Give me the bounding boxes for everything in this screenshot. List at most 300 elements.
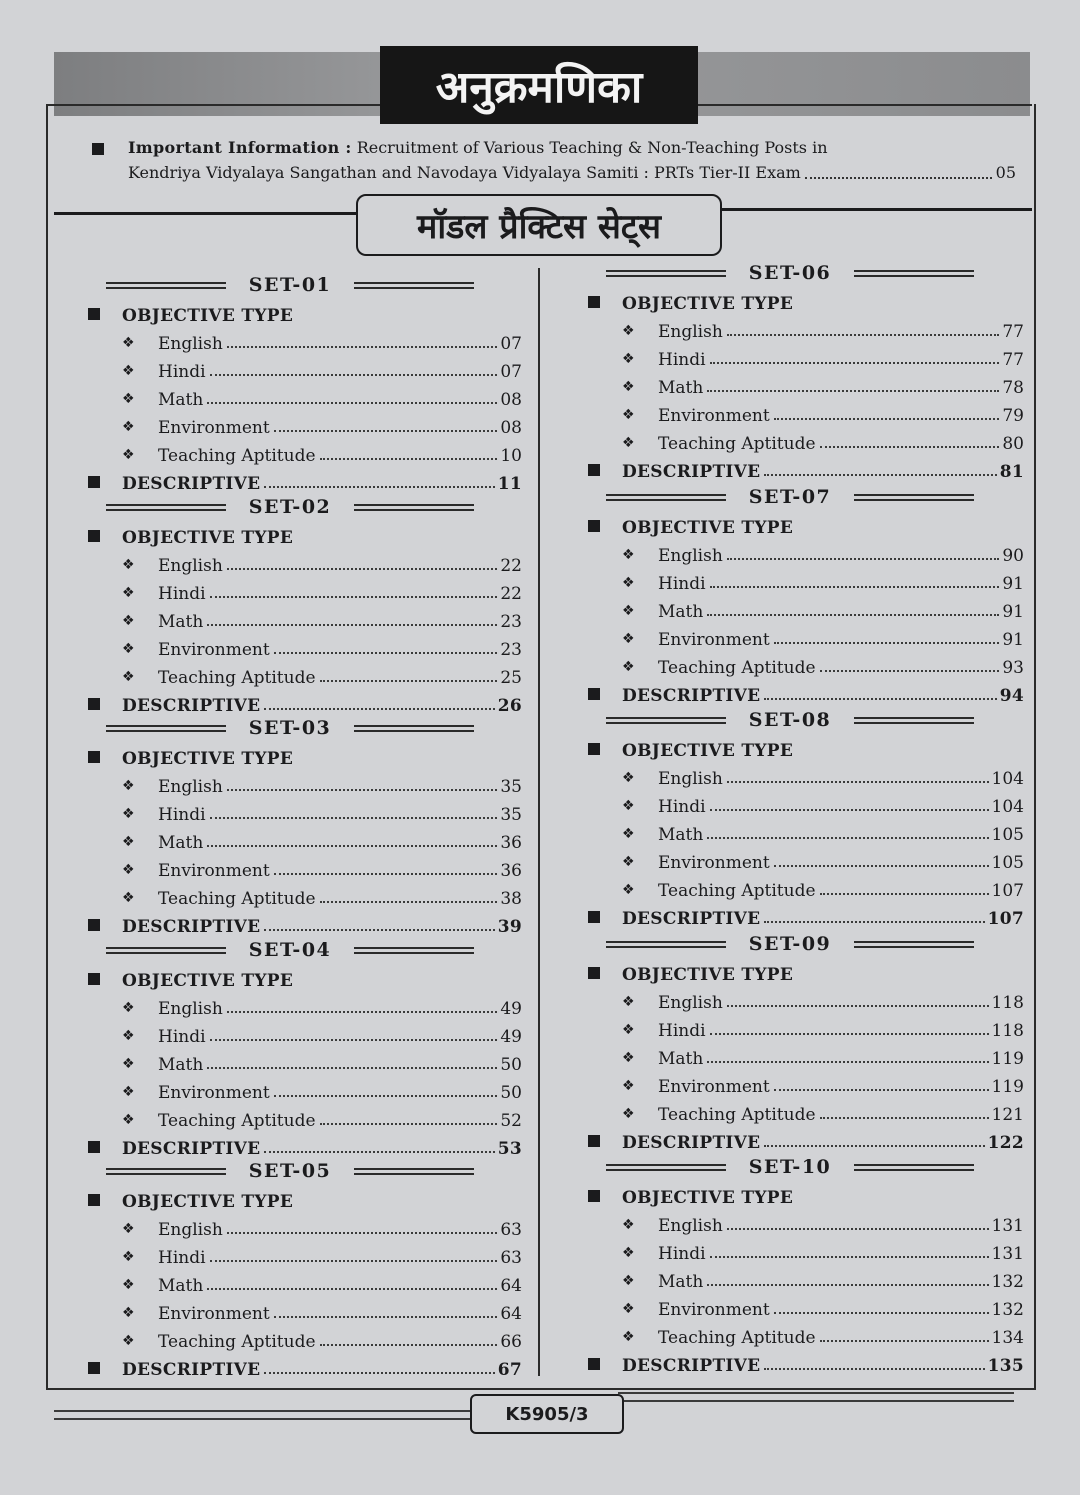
diamond-bullet-icon: ❖ bbox=[622, 1078, 635, 1094]
heading-rule bbox=[854, 941, 974, 948]
entry-page: 22 bbox=[500, 556, 522, 576]
diamond-bullet-icon: ❖ bbox=[122, 1333, 135, 1349]
descriptive-entry bbox=[622, 901, 1024, 929]
toc-entry bbox=[158, 1268, 522, 1296]
dot-leader bbox=[727, 558, 1000, 560]
entry-label: Teaching Aptitude bbox=[158, 1332, 316, 1352]
entry-label: Teaching Aptitude bbox=[658, 881, 816, 901]
dot-leader bbox=[207, 1288, 497, 1290]
entry-label: Environment bbox=[658, 406, 770, 426]
diamond-bullet-icon: ❖ bbox=[122, 585, 135, 601]
dot-leader bbox=[227, 1232, 498, 1234]
toc-entry bbox=[658, 1069, 1024, 1097]
diamond-bullet-icon: ❖ bbox=[122, 557, 135, 573]
entry-page: 131 bbox=[991, 1216, 1024, 1236]
entry-label: Math bbox=[158, 1055, 204, 1075]
entry-label: Environment bbox=[158, 1083, 270, 1103]
diamond-bullet-icon: ❖ bbox=[122, 391, 135, 407]
diamond-bullet-icon: ❖ bbox=[622, 798, 635, 814]
diamond-bullet-icon: ❖ bbox=[622, 435, 635, 451]
dot-leader bbox=[264, 1372, 494, 1374]
diamond-bullet-icon: ❖ bbox=[122, 641, 135, 657]
square-bullet-icon bbox=[588, 967, 600, 979]
descriptive-page: 26 bbox=[497, 696, 522, 716]
section-rule bbox=[54, 212, 358, 215]
entry-page: 77 bbox=[1002, 322, 1024, 342]
entry-page: 63 bbox=[500, 1248, 522, 1268]
entry-label: English bbox=[158, 777, 223, 797]
dot-leader bbox=[820, 670, 1000, 672]
footer-rule bbox=[54, 1418, 472, 1420]
square-bullet-icon bbox=[88, 919, 100, 931]
objective-label: OBJECTIVE TYPE bbox=[122, 971, 294, 991]
frame-top-rule bbox=[46, 104, 380, 106]
dot-leader bbox=[320, 680, 498, 682]
toc-entry bbox=[658, 314, 1024, 342]
square-bullet-icon bbox=[588, 1358, 600, 1370]
diamond-bullet-icon: ❖ bbox=[622, 770, 635, 786]
dot-leader bbox=[274, 652, 498, 654]
diamond-bullet-icon: ❖ bbox=[122, 1112, 135, 1128]
descriptive-entry bbox=[122, 1131, 522, 1159]
descriptive-entry bbox=[622, 454, 1024, 482]
entry-label: English bbox=[658, 993, 723, 1013]
dot-leader bbox=[820, 446, 1000, 448]
footer-rule bbox=[618, 1400, 1014, 1402]
objective-label: OBJECTIVE TYPE bbox=[122, 749, 294, 769]
dot-leader bbox=[210, 596, 498, 598]
diamond-bullet-icon: ❖ bbox=[622, 1217, 635, 1233]
set-title: SET-08 bbox=[748, 709, 832, 731]
entry-page: 08 bbox=[500, 390, 522, 410]
descriptive-entry bbox=[622, 1125, 1024, 1153]
heading-rule bbox=[854, 270, 974, 277]
set-heading bbox=[606, 1152, 974, 1182]
entry-page: 07 bbox=[500, 362, 522, 382]
set-title: SET-04 bbox=[248, 939, 332, 961]
square-bullet-icon bbox=[88, 698, 100, 710]
toc-entry bbox=[658, 1013, 1024, 1041]
dot-leader bbox=[320, 458, 498, 460]
diamond-bullet-icon: ❖ bbox=[622, 854, 635, 870]
toc-entry bbox=[658, 538, 1024, 566]
entry-label: Environment bbox=[158, 1304, 270, 1324]
toc-entry bbox=[658, 817, 1024, 845]
descriptive-page: 122 bbox=[987, 1133, 1024, 1153]
entry-label: Hindi bbox=[658, 350, 706, 370]
dot-leader bbox=[227, 568, 498, 570]
entry-label: Math bbox=[658, 602, 704, 622]
square-bullet-icon bbox=[88, 476, 100, 488]
toc-entry bbox=[158, 1324, 522, 1352]
entry-label: Math bbox=[658, 825, 704, 845]
dot-leader bbox=[727, 334, 1000, 336]
descriptive-label: DESCRIPTIVE bbox=[622, 1356, 761, 1376]
entry-page: 50 bbox=[500, 1055, 522, 1075]
descriptive-entry bbox=[622, 678, 1024, 706]
dot-leader bbox=[274, 1316, 498, 1318]
toc-entry bbox=[658, 1041, 1024, 1069]
entry-label: Hindi bbox=[158, 362, 206, 382]
dot-leader bbox=[710, 1033, 989, 1035]
set-heading bbox=[106, 935, 474, 965]
entry-page: 119 bbox=[991, 1077, 1024, 1097]
entry-page: 134 bbox=[991, 1328, 1024, 1348]
entry-label: Math bbox=[158, 390, 204, 410]
page-title: अनुक्रमणिका bbox=[380, 46, 698, 124]
square-bullet-icon bbox=[588, 911, 600, 923]
entry-label: Teaching Aptitude bbox=[158, 446, 316, 466]
entry-page: 105 bbox=[991, 825, 1024, 845]
square-bullet-icon bbox=[88, 751, 100, 763]
entry-label: Teaching Aptitude bbox=[658, 434, 816, 454]
entry-label: Math bbox=[658, 1049, 704, 1069]
entry-page: 49 bbox=[500, 1027, 522, 1047]
diamond-bullet-icon: ❖ bbox=[122, 1305, 135, 1321]
diamond-bullet-icon: ❖ bbox=[622, 994, 635, 1010]
toc-entry bbox=[158, 1075, 522, 1103]
objective-heading bbox=[122, 520, 293, 548]
descriptive-page: 53 bbox=[497, 1139, 522, 1159]
toc-entry bbox=[158, 881, 522, 909]
entry-label: Math bbox=[658, 1272, 704, 1292]
entry-page: 131 bbox=[991, 1244, 1024, 1264]
toc-entry bbox=[158, 1212, 522, 1240]
descriptive-label: DESCRIPTIVE bbox=[122, 1139, 261, 1159]
descriptive-page: 107 bbox=[987, 909, 1024, 929]
heading-rule bbox=[854, 494, 974, 501]
heading-rule bbox=[106, 1168, 226, 1175]
dot-leader bbox=[227, 346, 498, 348]
square-bullet-icon bbox=[88, 308, 100, 320]
entry-page: 35 bbox=[500, 777, 522, 797]
heading-rule bbox=[606, 717, 726, 724]
toc-entry bbox=[658, 1208, 1024, 1236]
dot-leader bbox=[227, 1011, 498, 1013]
diamond-bullet-icon: ❖ bbox=[622, 1106, 635, 1122]
objective-heading bbox=[122, 963, 293, 991]
dot-leader bbox=[264, 929, 494, 931]
heading-rule bbox=[106, 504, 226, 511]
info-line-1 bbox=[128, 136, 828, 160]
heading-rule bbox=[606, 494, 726, 501]
entry-label: English bbox=[158, 999, 223, 1019]
heading-rule bbox=[854, 717, 974, 724]
set-title: SET-01 bbox=[248, 274, 332, 296]
objective-heading bbox=[622, 510, 793, 538]
objective-label: OBJECTIVE TYPE bbox=[622, 965, 794, 985]
entry-page: 132 bbox=[991, 1300, 1024, 1320]
toc-entry bbox=[158, 326, 522, 354]
objective-heading bbox=[122, 741, 293, 769]
entry-page: 91 bbox=[1002, 602, 1024, 622]
descriptive-page: 94 bbox=[999, 686, 1024, 706]
dot-leader bbox=[764, 474, 996, 476]
descriptive-page: 67 bbox=[497, 1360, 522, 1380]
entry-label: English bbox=[658, 769, 723, 789]
objective-label: OBJECTIVE TYPE bbox=[122, 1192, 294, 1212]
entry-label: Environment bbox=[158, 861, 270, 881]
heading-rule bbox=[606, 1164, 726, 1171]
entry-page: 36 bbox=[500, 861, 522, 881]
entry-page: 93 bbox=[1002, 658, 1024, 678]
toc-entry bbox=[658, 1236, 1024, 1264]
toc-entry bbox=[658, 1097, 1024, 1125]
dot-leader bbox=[820, 1340, 989, 1342]
descriptive-label: DESCRIPTIVE bbox=[122, 474, 261, 494]
toc-entry bbox=[658, 594, 1024, 622]
dot-leader bbox=[320, 1344, 498, 1346]
dot-leader bbox=[774, 418, 1000, 420]
info-text-2: Kendriya Vidyalaya Sangathan and Navodaya Vidyalaya Samiti : PRTs Tier-II Exam bbox=[128, 163, 801, 182]
dot-leader bbox=[227, 789, 498, 791]
square-bullet-icon bbox=[88, 1141, 100, 1153]
dot-leader bbox=[210, 817, 498, 819]
toc-entry bbox=[658, 622, 1024, 650]
set-heading bbox=[106, 492, 474, 522]
dot-leader bbox=[207, 402, 497, 404]
entry-page: 63 bbox=[500, 1220, 522, 1240]
toc-entry bbox=[158, 604, 522, 632]
set-heading bbox=[106, 1156, 474, 1186]
descriptive-entry bbox=[122, 1352, 522, 1380]
descriptive-entry bbox=[122, 688, 522, 716]
diamond-bullet-icon: ❖ bbox=[122, 363, 135, 379]
objective-label: OBJECTIVE TYPE bbox=[122, 528, 294, 548]
toc-entry bbox=[658, 985, 1024, 1013]
entry-page: 35 bbox=[500, 805, 522, 825]
toc-entry bbox=[158, 825, 522, 853]
entry-label: Hindi bbox=[158, 584, 206, 604]
entry-label: Environment bbox=[158, 640, 270, 660]
frame-top-rule bbox=[698, 104, 1032, 106]
footer-rule bbox=[54, 1410, 472, 1412]
toc-entry bbox=[158, 438, 522, 466]
toc-entry bbox=[158, 853, 522, 881]
entry-page: 132 bbox=[991, 1272, 1024, 1292]
dot-leader bbox=[210, 1039, 498, 1041]
dot-leader bbox=[710, 1256, 989, 1258]
entry-page: 64 bbox=[500, 1276, 522, 1296]
entry-label: Math bbox=[158, 1276, 204, 1296]
entry-page: 80 bbox=[1002, 434, 1024, 454]
objective-heading bbox=[122, 1184, 293, 1212]
objective-heading bbox=[122, 298, 293, 326]
entry-label: Environment bbox=[658, 1300, 770, 1320]
dot-leader bbox=[764, 1145, 984, 1147]
diamond-bullet-icon: ❖ bbox=[122, 1249, 135, 1265]
heading-rule bbox=[354, 504, 474, 511]
toc-entry bbox=[158, 1047, 522, 1075]
dot-leader bbox=[207, 845, 497, 847]
objective-heading bbox=[622, 286, 793, 314]
entry-label: Hindi bbox=[158, 1027, 206, 1047]
entry-page: 91 bbox=[1002, 630, 1024, 650]
dot-leader bbox=[707, 614, 999, 616]
set-heading bbox=[106, 270, 474, 300]
dot-leader bbox=[210, 374, 498, 376]
descriptive-entry bbox=[122, 909, 522, 937]
descriptive-entry bbox=[122, 466, 522, 494]
diamond-bullet-icon: ❖ bbox=[622, 407, 635, 423]
entry-label: Environment bbox=[158, 418, 270, 438]
dot-leader bbox=[207, 624, 497, 626]
dot-leader bbox=[820, 1117, 989, 1119]
diamond-bullet-icon: ❖ bbox=[122, 335, 135, 351]
dot-leader bbox=[820, 893, 989, 895]
diamond-bullet-icon: ❖ bbox=[122, 862, 135, 878]
dot-leader bbox=[710, 362, 1000, 364]
dot-leader bbox=[274, 430, 498, 432]
entry-label: Teaching Aptitude bbox=[658, 1105, 816, 1125]
entry-page: 118 bbox=[991, 1021, 1024, 1041]
entry-page: 64 bbox=[500, 1304, 522, 1324]
diamond-bullet-icon: ❖ bbox=[122, 1277, 135, 1293]
descriptive-label: DESCRIPTIVE bbox=[122, 1360, 261, 1380]
diamond-bullet-icon: ❖ bbox=[622, 603, 635, 619]
info-label: Important Information : bbox=[128, 138, 352, 157]
descriptive-label: DESCRIPTIVE bbox=[122, 917, 261, 937]
toc-entry bbox=[158, 1296, 522, 1324]
entry-label: Teaching Aptitude bbox=[158, 668, 316, 688]
dot-leader bbox=[320, 1123, 498, 1125]
dot-leader bbox=[774, 642, 1000, 644]
dot-leader bbox=[764, 698, 996, 700]
objective-label: OBJECTIVE TYPE bbox=[622, 518, 794, 538]
toc-entry bbox=[658, 426, 1024, 454]
dot-leader bbox=[774, 1312, 989, 1314]
toc-entry bbox=[158, 548, 522, 576]
diamond-bullet-icon: ❖ bbox=[122, 1221, 135, 1237]
dot-leader bbox=[764, 921, 984, 923]
entry-label: Teaching Aptitude bbox=[658, 1328, 816, 1348]
descriptive-page: 81 bbox=[999, 462, 1024, 482]
dot-leader bbox=[707, 837, 988, 839]
square-bullet-icon bbox=[88, 973, 100, 985]
entry-page: 08 bbox=[500, 418, 522, 438]
diamond-bullet-icon: ❖ bbox=[622, 1301, 635, 1317]
toc-entry bbox=[658, 342, 1024, 370]
set-title: SET-02 bbox=[248, 496, 332, 518]
entry-label: Environment bbox=[658, 1077, 770, 1097]
entry-page: 121 bbox=[991, 1105, 1024, 1125]
toc-entry bbox=[658, 761, 1024, 789]
heading-rule bbox=[606, 270, 726, 277]
entry-page: 23 bbox=[500, 640, 522, 660]
entry-page: 119 bbox=[991, 1049, 1024, 1069]
dot-leader bbox=[320, 901, 498, 903]
descriptive-entry bbox=[622, 1348, 1024, 1376]
set-heading bbox=[606, 258, 974, 288]
square-bullet-icon bbox=[588, 1190, 600, 1202]
square-bullet-icon bbox=[588, 688, 600, 700]
toc-entry bbox=[658, 845, 1024, 873]
diamond-bullet-icon: ❖ bbox=[622, 826, 635, 842]
entry-label: Math bbox=[158, 833, 204, 853]
entry-page: 10 bbox=[500, 446, 522, 466]
entry-page: 38 bbox=[500, 889, 522, 909]
entry-page: 50 bbox=[500, 1083, 522, 1103]
heading-rule bbox=[606, 941, 726, 948]
entry-page: 25 bbox=[500, 668, 522, 688]
toc-entry bbox=[158, 1103, 522, 1131]
diamond-bullet-icon: ❖ bbox=[622, 631, 635, 647]
toc-entry bbox=[158, 1019, 522, 1047]
entry-label: English bbox=[658, 1216, 723, 1236]
square-bullet-icon bbox=[588, 743, 600, 755]
entry-label: English bbox=[658, 322, 723, 342]
entry-page: 22 bbox=[500, 584, 522, 604]
entry-page: 104 bbox=[991, 797, 1024, 817]
entry-page: 49 bbox=[500, 999, 522, 1019]
diamond-bullet-icon: ❖ bbox=[622, 323, 635, 339]
dot-leader bbox=[774, 1089, 989, 1091]
square-bullet-icon bbox=[588, 464, 600, 476]
dot-leader bbox=[710, 586, 1000, 588]
footer-code: K5905/3 bbox=[470, 1394, 624, 1434]
dot-leader bbox=[727, 781, 989, 783]
info-page: 05 bbox=[995, 163, 1016, 182]
entry-label: Hindi bbox=[158, 805, 206, 825]
entry-label: English bbox=[158, 556, 223, 576]
descriptive-page: 135 bbox=[987, 1356, 1024, 1376]
objective-heading bbox=[622, 733, 793, 761]
dot-leader bbox=[774, 865, 989, 867]
dot-leader bbox=[264, 708, 494, 710]
heading-rule bbox=[354, 282, 474, 289]
objective-label: OBJECTIVE TYPE bbox=[622, 1188, 794, 1208]
descriptive-page: 39 bbox=[497, 917, 522, 937]
diamond-bullet-icon: ❖ bbox=[622, 1273, 635, 1289]
entry-label: Hindi bbox=[158, 1248, 206, 1268]
objective-label: OBJECTIVE TYPE bbox=[622, 741, 794, 761]
square-bullet-icon bbox=[88, 530, 100, 542]
dot-leader bbox=[707, 390, 999, 392]
entry-label: Environment bbox=[658, 853, 770, 873]
entry-label: Math bbox=[158, 612, 204, 632]
toc-entry bbox=[158, 410, 522, 438]
dot-leader bbox=[727, 1005, 989, 1007]
dot-leader bbox=[207, 1067, 497, 1069]
entry-label: English bbox=[158, 334, 223, 354]
entry-label: Hindi bbox=[658, 797, 706, 817]
toc-entry bbox=[158, 797, 522, 825]
entry-label: Hindi bbox=[658, 574, 706, 594]
set-title: SET-03 bbox=[248, 717, 332, 739]
set-title: SET-05 bbox=[248, 1160, 332, 1182]
toc-entry bbox=[158, 382, 522, 410]
diamond-bullet-icon: ❖ bbox=[622, 1022, 635, 1038]
dot-leader bbox=[707, 1061, 988, 1063]
entry-page: 79 bbox=[1002, 406, 1024, 426]
diamond-bullet-icon: ❖ bbox=[122, 613, 135, 629]
heading-rule bbox=[106, 947, 226, 954]
set-title: SET-10 bbox=[748, 1156, 832, 1178]
descriptive-label: DESCRIPTIVE bbox=[622, 686, 761, 706]
diamond-bullet-icon: ❖ bbox=[122, 1056, 135, 1072]
diamond-bullet-icon: ❖ bbox=[622, 659, 635, 675]
diamond-bullet-icon: ❖ bbox=[622, 1050, 635, 1066]
heading-rule bbox=[354, 1168, 474, 1175]
toc-entry bbox=[158, 660, 522, 688]
set-heading bbox=[606, 705, 974, 735]
entry-page: 07 bbox=[500, 334, 522, 354]
diamond-bullet-icon: ❖ bbox=[622, 1245, 635, 1261]
footer-rule bbox=[618, 1392, 1014, 1394]
descriptive-label: DESCRIPTIVE bbox=[622, 462, 761, 482]
diamond-bullet-icon: ❖ bbox=[122, 1028, 135, 1044]
entry-page: 104 bbox=[991, 769, 1024, 789]
